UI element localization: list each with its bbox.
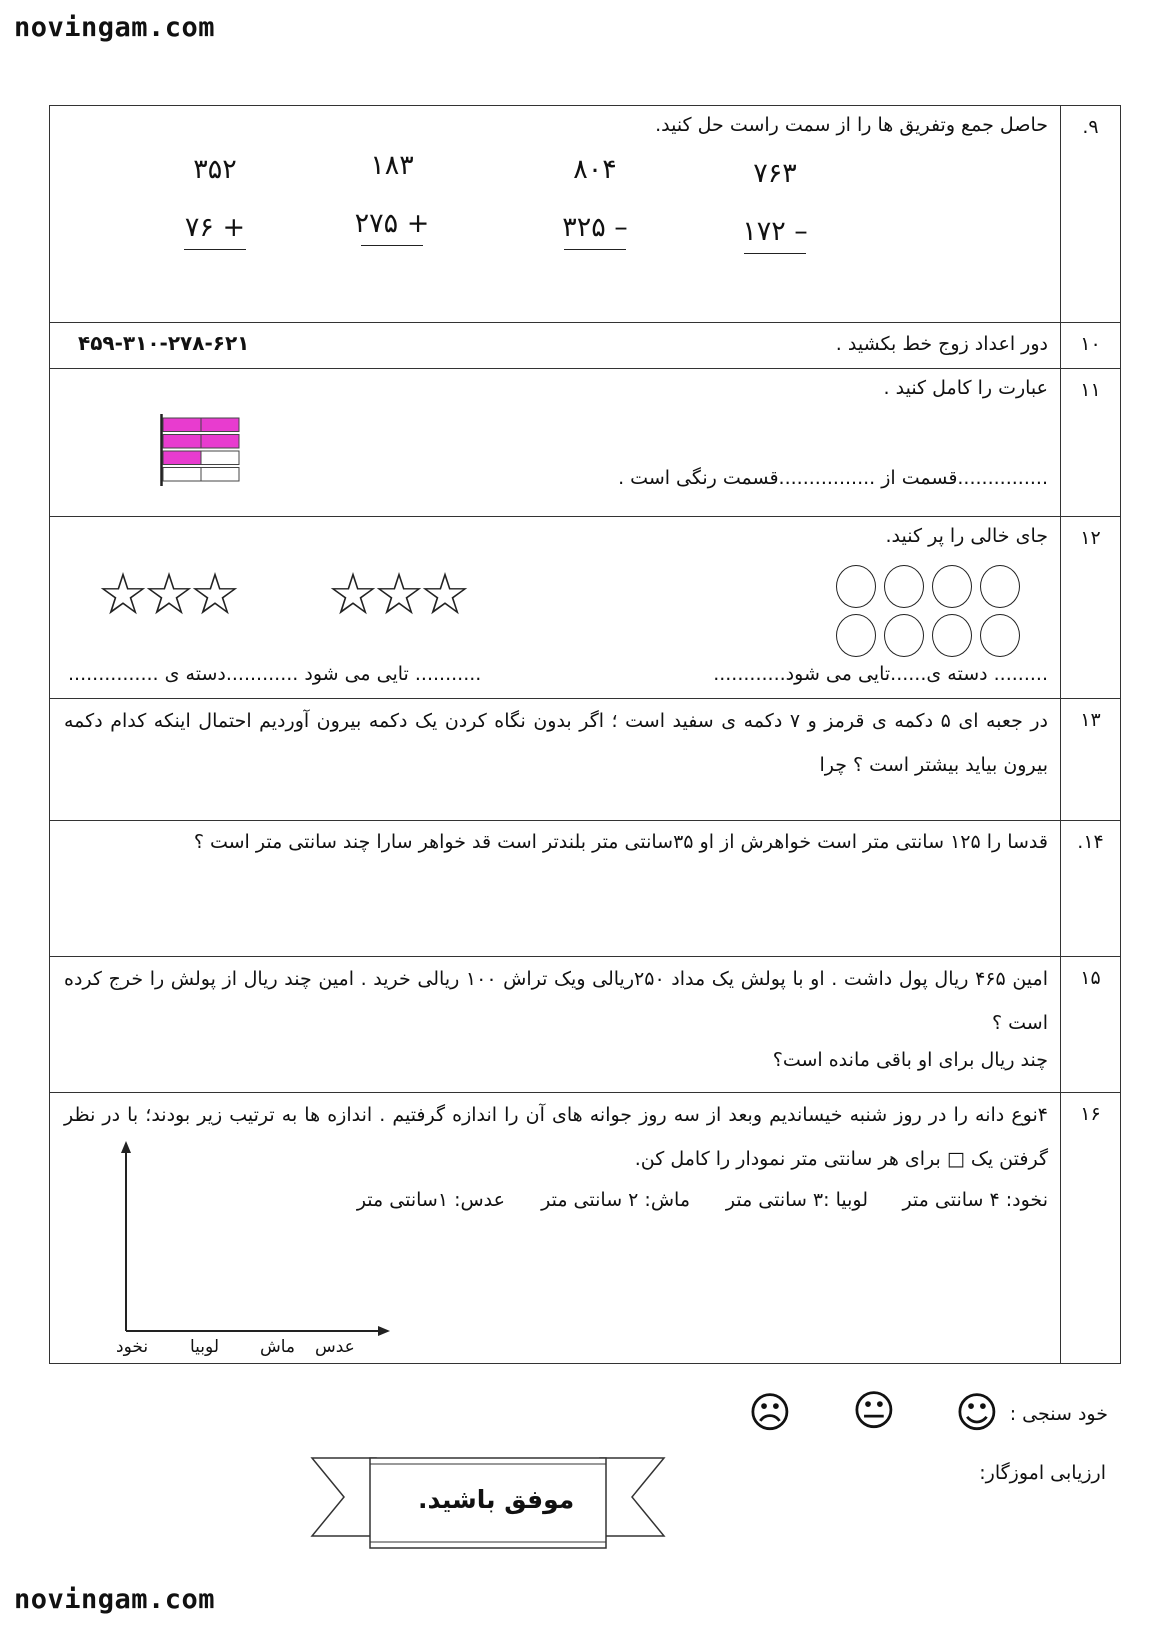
circle-shape: [884, 614, 924, 657]
watermark-bottom: novingam.com: [14, 1584, 216, 1615]
sad-face-icon[interactable]: ☹: [748, 1388, 792, 1437]
teacher-evaluation-label: ارزیابی اموزگار:: [979, 1462, 1106, 1484]
grid-cell-shaded: [201, 435, 239, 449]
question-row-14: [50, 821, 1121, 957]
watermark-top: novingam.com: [14, 12, 216, 43]
operand-bottom: – ۳۲۵: [562, 212, 628, 243]
circle-group: [832, 565, 1032, 663]
operand-bottom: + ۲۷۵: [354, 208, 430, 239]
addition-problem-1: [347, 150, 437, 246]
axis-label-adas: عدس: [315, 1337, 355, 1357]
star-icon: ☆: [97, 560, 149, 628]
circle-shape: [980, 614, 1020, 657]
star-group-1: [327, 560, 471, 628]
self-assessment-label: خود سنجی :: [1009, 1403, 1108, 1425]
circle-shape: [932, 565, 972, 608]
fraction-grid: [160, 414, 250, 486]
answer-line: [564, 249, 626, 250]
axis-label-nokhod: نخود: [116, 1337, 149, 1357]
star-icon: ☆: [327, 560, 379, 628]
question-body: [50, 369, 1061, 517]
bar-graph-axes: [110, 1141, 400, 1346]
circle-shape: [836, 614, 876, 657]
grid-cell-empty: [201, 468, 239, 482]
question-number: ۱۴.: [1061, 821, 1121, 957]
measure-adas: عدس: ۱سانتی متر: [356, 1189, 505, 1211]
star-icon: ☆: [373, 560, 425, 628]
question-number: ۱۰: [1061, 323, 1121, 369]
question-text: ۴نوع دانه را در روز شنبه خیساندیم وبعد از سه روز جوانه های آن را اندازه گرفتیم . اندازه ها به ترتیب زیر بودند؛ با در نظر گرفتن یک □ برای هر سانتی متر نمودار را کامل کن.: [64, 1104, 1048, 1170]
subtraction-problem-2: [550, 154, 640, 250]
question-text: امین ۴۶۵ ریال پول داشت . او با پولش یک مداد ۲۵۰ریالی ویک تراش ۱۰۰ ریالی خرید . امین چند ریال از پولش را خرج کرده است ؟: [64, 968, 1048, 1034]
operand-top: ۱۸۳: [370, 150, 414, 181]
question-number: ۱۲: [1061, 517, 1121, 699]
question-body: [50, 1093, 1061, 1364]
question-row-16: [50, 1093, 1121, 1364]
question-number: ۹.: [1061, 106, 1121, 323]
grid-cell-empty: [163, 468, 201, 482]
question-text: در جعبه ای ۵ دکمه ی قرمز و ۷ دکمه ی سفید است ؛ اگر بدون نگاه کردن یک دکمه بیرون آوردیم احتمال اینکه کدام دکمه بیرون بیاید بیشتر است ؟ چرا: [64, 710, 1048, 776]
question-number: ۱۶: [1061, 1093, 1121, 1364]
number-list: ۴۵۹-۳۱۰-۲۷۸-۶۲۱: [78, 331, 250, 355]
question-row-15: [50, 957, 1121, 1093]
measure-nokhod: نخود: ۴ سانتی متر: [902, 1189, 1048, 1211]
question-text: حاصل جمع وتفریق ها را از سمت راست حل کنید.: [655, 114, 1048, 136]
fraction-sentence: ...............قسمت از ................قسمت رنگی است .: [618, 467, 1048, 489]
y-axis-arrow: [121, 1141, 131, 1153]
question-row-9: [50, 106, 1121, 323]
circles-caption: ......... دسته ی......تایی می شود............: [713, 663, 1048, 685]
question-text: عبارت را کامل کنید .: [883, 377, 1048, 399]
question-body: [50, 699, 1061, 821]
grid-cell-shaded: [163, 451, 201, 465]
star-icon: ☆: [143, 560, 195, 628]
operand-bottom: + ۷۶: [184, 212, 246, 243]
question-body: [50, 517, 1061, 699]
question-text: دور اعداد زوج خط بکشید .: [835, 333, 1048, 355]
grid-cell-shaded: [201, 418, 239, 432]
star-icon: ☆: [189, 560, 241, 628]
operand-top: ۳۵۲: [193, 154, 237, 185]
question-row-13: [50, 699, 1121, 821]
measure-mash: ماش: ۲ سانتی متر: [541, 1189, 690, 1211]
measure-loobia: لوبیا :۳ سانتی متر: [725, 1189, 868, 1211]
operand-bottom: – ۱۷۲: [742, 216, 808, 247]
banner-text: موفق باشید.: [418, 1485, 575, 1514]
star-icon: ☆: [419, 560, 471, 628]
answer-line: [184, 249, 246, 250]
exam-table: [49, 105, 1121, 1364]
question-number: ۱۵: [1061, 957, 1121, 1093]
neutral-face-icon[interactable]: 😐: [852, 1386, 896, 1435]
star-group-2: [97, 560, 241, 628]
circle-shape: [932, 614, 972, 657]
question-body: [50, 957, 1061, 1093]
question-row-11: [50, 369, 1121, 517]
question-row-12: [50, 517, 1121, 699]
grid-cell-empty: [201, 451, 239, 465]
subtraction-problem-1: [730, 158, 820, 254]
question-number: ۱۱: [1061, 369, 1121, 517]
grid-cell-shaded: [163, 435, 201, 449]
question-number: ۱۳: [1061, 699, 1121, 821]
circle-shape: [836, 565, 876, 608]
question-text-2: چند ریال برای او باقی مانده است؟: [772, 1049, 1048, 1071]
x-axis-arrow: [378, 1326, 390, 1336]
question-text: قدسا را ۱۲۵ سانتی متر است خواهرش از او ۳۵سانتی متر بلندتر است قد خواهر سارا چند سانتی متر است ؟: [193, 831, 1048, 853]
question-body: [50, 106, 1061, 323]
axis-label-mash: ماش: [260, 1337, 296, 1357]
answer-line: [361, 245, 423, 246]
addition-problem-2: [170, 154, 260, 250]
answer-line: [744, 253, 806, 254]
stars-caption: ........... تایی می شود ............دسته ی ...............: [68, 663, 482, 685]
question-body: [50, 821, 1061, 957]
circle-shape: [884, 565, 924, 608]
question-row-10: [50, 323, 1121, 369]
happy-face-icon[interactable]: ☺: [955, 1388, 999, 1437]
operand-top: ۷۶۳: [753, 158, 797, 189]
question-body: [50, 323, 1061, 369]
circle-shape: [980, 565, 1020, 608]
axis-label-loobia: لوبیا: [190, 1337, 220, 1357]
grid-cell-shaded: [163, 418, 201, 432]
question-text: جای خالی را پر کنید.: [885, 525, 1048, 547]
operand-top: ۸۰۴: [573, 154, 617, 185]
